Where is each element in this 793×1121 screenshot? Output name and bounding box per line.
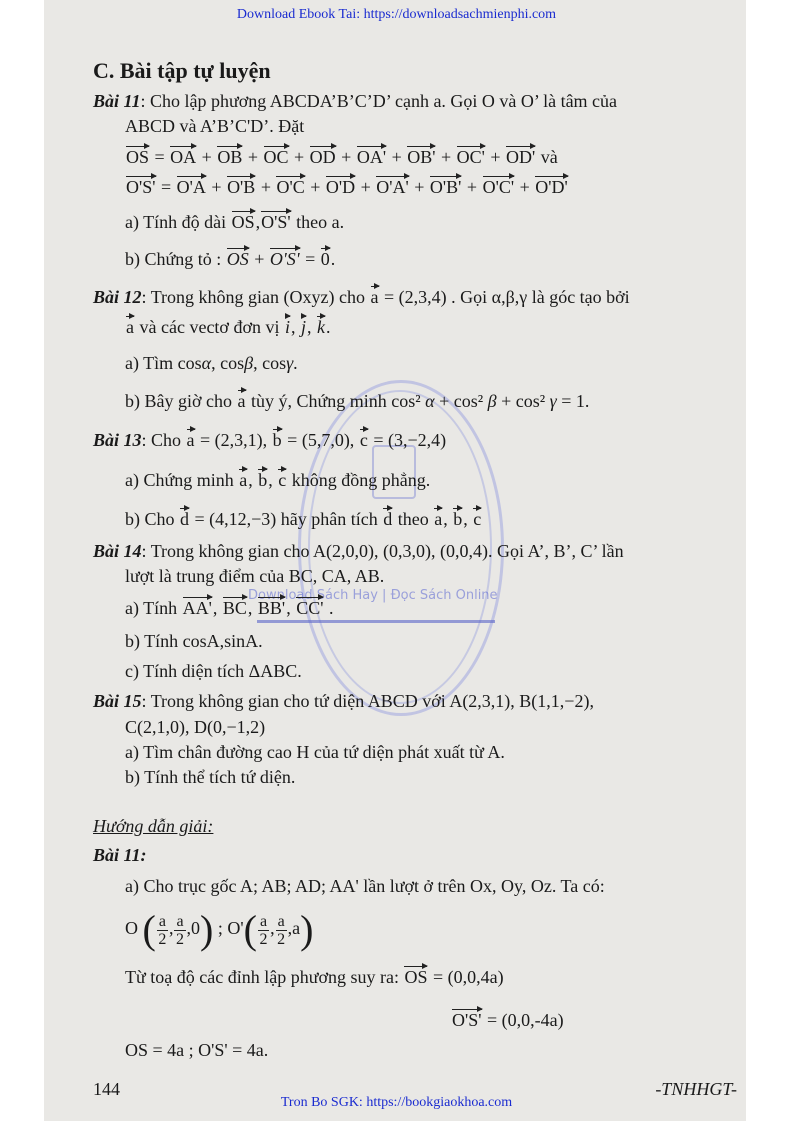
text-segment: +: [243, 147, 263, 167]
vector-term: k: [317, 317, 326, 337]
text-line: [125, 1039, 268, 1061]
fraction: [258, 913, 269, 948]
vector-term: c: [359, 430, 368, 450]
text-segment: theo: [393, 509, 434, 529]
text-segment: +: [256, 177, 276, 197]
text-segment: +: [515, 177, 535, 197]
text-segment: α: [425, 391, 435, 411]
text-segment: = (5,7,0),: [282, 430, 359, 450]
text-segment: ,0: [186, 918, 201, 939]
text-segment: (: [142, 907, 156, 952]
vector-term: OD': [506, 147, 536, 167]
text-segment: : Cho lập phương ABCDA’B’C’D’ cạnh a. Gọi O và O’ là tâm của: [140, 91, 618, 111]
text-segment: =: [150, 147, 170, 167]
text-segment: = (3,−2,4): [368, 430, 447, 450]
vector-term: a: [239, 470, 248, 490]
text-line: [125, 741, 505, 763]
section-heading: [93, 60, 271, 82]
vector-term: O'D': [535, 177, 568, 197]
text-segment: tùy ý, Chứng minh cos²: [246, 391, 426, 411]
numerator: a: [176, 912, 184, 930]
fraction: [157, 913, 168, 948]
text-segment: + cos²: [434, 391, 488, 411]
fraction: [174, 913, 185, 948]
text-segment: +: [197, 147, 217, 167]
text-segment: +: [206, 177, 227, 197]
text-line: [451, 1009, 564, 1031]
exercise-label: Bài 14: [93, 541, 142, 561]
fraction: [276, 913, 287, 948]
numerator: a: [259, 912, 268, 930]
text-segment: ; O': [213, 918, 244, 939]
header-download-link[interactable]: Download Ebook Tai: https://downloadsachmienphi.com: [236, 7, 557, 22]
text-line: [125, 660, 302, 682]
text-segment: b) Tính thể tích tứ diện.: [125, 767, 296, 787]
exercise-label: C. Bài tập tự luyện: [93, 58, 271, 83]
text-segment: +: [336, 147, 356, 167]
text-segment: và các vectơ đơn vị: [135, 317, 284, 337]
text-line: [93, 286, 630, 308]
text-segment: = (2,3,4) . Gọi α,β,γ là góc tạo bởi: [379, 287, 630, 307]
text-line: [125, 469, 430, 491]
text-segment: ,: [307, 317, 317, 337]
text-line: [125, 565, 384, 587]
text-segment: ,: [268, 470, 278, 490]
text-line: [125, 211, 344, 233]
vector-term: BB': [257, 598, 286, 618]
vector-term: b: [258, 470, 268, 490]
text-segment: C(2,1,0), D(0,−1,2): [125, 717, 266, 737]
text-segment: b) Chứng tỏ :: [125, 249, 226, 269]
vector-term: AA': [182, 598, 212, 618]
text-segment: =: [300, 249, 320, 269]
vector-term: b: [453, 509, 463, 529]
vector-term: O'S': [126, 177, 156, 197]
text-segment: +: [436, 147, 456, 167]
text-segment: , cos: [253, 353, 287, 373]
vector-term: O'D: [325, 177, 356, 197]
text-line: [125, 146, 558, 168]
text-segment: O: [125, 918, 143, 939]
text-segment: b) Cho: [125, 509, 179, 529]
vector-term: a: [237, 391, 246, 411]
text-segment: ,: [291, 317, 300, 337]
vector-term: OS: [126, 147, 150, 167]
text-segment: α: [201, 353, 212, 373]
text-segment: + cos²: [496, 391, 550, 411]
text-line: [125, 716, 265, 738]
text-segment: ,: [270, 918, 275, 939]
text-segment: β: [487, 391, 497, 411]
text-segment: ,a: [287, 918, 301, 939]
vector-term: a: [126, 317, 134, 337]
vector-term: a: [370, 287, 379, 307]
vector-term: d: [383, 509, 393, 529]
vector-term: O'C: [276, 177, 305, 197]
text-segment: +: [485, 147, 506, 167]
vector-term: BC: [222, 598, 247, 618]
text-segment: lượt là trung điểm của BC, CA, AB.: [125, 566, 385, 586]
text-segment: , cos: [211, 353, 245, 373]
text-line: [125, 390, 589, 412]
vector-term: OC: [263, 147, 289, 167]
text-segment: ,: [247, 598, 257, 618]
exercise-label: Bài 11: [93, 91, 141, 111]
text-line: [125, 630, 263, 652]
vector-term: O'A: [176, 177, 206, 197]
text-segment: +: [289, 147, 309, 167]
text-segment: +: [387, 147, 407, 167]
vector-term: O'S': [269, 249, 300, 269]
text-segment: a) Tìm chân đường cao H của tứ diện phát xuất từ A.: [125, 742, 505, 762]
text-segment: và: [536, 147, 558, 167]
text-line: [93, 690, 594, 712]
text-segment: (: [243, 907, 257, 952]
text-segment: ): [200, 907, 214, 952]
text-segment: a) Tính độ dài: [125, 212, 231, 232]
text-segment: .: [326, 317, 331, 337]
running-footer: -TNHHGT-: [655, 1079, 737, 1099]
denominator: 2: [259, 930, 268, 948]
vector-term: O'S': [261, 212, 291, 232]
text-segment: Từ toạ độ các đỉnh lập phương suy ra:: [125, 967, 404, 987]
exercise-label: Bài 15: [93, 691, 142, 711]
vector-term: i: [284, 317, 290, 337]
vector-term: OC': [456, 147, 485, 167]
text-segment: ,: [168, 918, 174, 939]
vector-term: j: [301, 317, 307, 337]
text-line: [93, 429, 446, 451]
vector-term: c: [278, 470, 287, 490]
denominator: 2: [277, 930, 286, 948]
text-line: [125, 316, 331, 338]
vector-term: OA': [356, 147, 387, 167]
text-segment: γ: [286, 353, 294, 373]
text-line: [93, 540, 624, 562]
text-segment: : Trong không gian cho tứ diện ABCD với A(2,3,1), B(1,1,−2),: [141, 691, 594, 711]
vector-term: O'B': [429, 177, 462, 197]
vector-term: 0: [320, 249, 330, 269]
vector-term: OB: [217, 147, 243, 167]
text-segment: =: [156, 177, 176, 197]
text-line: [93, 90, 617, 112]
text-segment: ,: [248, 470, 258, 490]
vector-term: O'C': [482, 177, 515, 197]
text-segment: +: [356, 177, 376, 197]
vector-term: OS: [231, 212, 255, 232]
vector-term: OA: [170, 147, 197, 167]
text-segment: a) Tính: [125, 598, 182, 618]
footer-sgk-link[interactable]: Tron Bo SGK: https://bookgiaokhoa.com: [280, 1095, 513, 1110]
text-line: [125, 176, 569, 198]
vector-term: a: [186, 430, 195, 450]
vector-term: CC': [296, 598, 324, 618]
text-segment: OS = 4a ; O'S' = 4a.: [125, 1040, 269, 1060]
text-line: [125, 875, 605, 897]
text-line: [125, 597, 333, 619]
text-segment: b) Bây giờ cho: [125, 391, 237, 411]
text-segment: ): [300, 907, 314, 952]
text-segment: = (4,12,−3) hãy phân tích: [190, 509, 383, 529]
exercise-label: Bài 13: [93, 430, 142, 450]
watermark-text: Download Sách Hay | Đọc Sách Online: [248, 588, 498, 603]
vector-term: O'S': [452, 1010, 482, 1030]
text-segment: ABCD và A’B’C'D’. Đặt: [125, 116, 305, 136]
vector-term: OD: [309, 147, 336, 167]
text-line: [93, 815, 213, 837]
vector-term: c: [473, 509, 482, 529]
text-line: [93, 844, 147, 866]
text-segment: .: [330, 249, 336, 269]
vector-term: a: [434, 509, 443, 529]
text-segment: = 1.: [556, 391, 590, 411]
text-segment: = (2,3,1),: [195, 430, 272, 450]
vector-term: O'A': [376, 177, 409, 197]
denominator: 2: [175, 930, 184, 948]
text-line: [125, 907, 314, 952]
text-segment: +: [409, 177, 429, 197]
text-segment: = (0,0,4a): [428, 967, 504, 987]
text-segment: .: [324, 598, 334, 618]
text-segment: : Trong không gian (Oxyz) cho: [141, 287, 370, 307]
text-segment: không đồng phẳng.: [287, 470, 431, 490]
watermark-underline: [257, 620, 495, 623]
exercise-label: Bài 12: [93, 287, 142, 307]
vector-term: b: [272, 430, 282, 450]
text-line: [125, 508, 482, 530]
denominator: 2: [158, 930, 167, 948]
vector-term: O'B: [227, 177, 256, 197]
text-segment: +: [249, 249, 269, 269]
text-segment: theo a.: [291, 212, 345, 232]
vector-term: d: [180, 509, 189, 529]
text-segment: +: [305, 177, 325, 197]
text-segment: b) Tính cosA,sinA.: [125, 631, 263, 651]
text-segment: : Cho: [141, 430, 186, 450]
numerator: a: [277, 912, 285, 930]
text-line: [125, 966, 504, 988]
text-line: [125, 766, 295, 788]
text-segment: ,: [212, 598, 222, 618]
exercise-label: Bài 11:: [93, 845, 147, 865]
page-number: 144: [93, 1079, 120, 1099]
text-line: [125, 352, 298, 374]
text-segment: : Trong không gian cho A(2,0,0), (0,3,0), (0,0,4). Gọi A’, B’, C’ lần: [141, 541, 624, 561]
text-line: [125, 248, 335, 270]
text-segment: γ: [549, 391, 557, 411]
text-segment: ,: [463, 509, 473, 529]
text-segment: c) Tính diện tích ΔABC.: [125, 661, 302, 681]
text-segment: a) Chứng minh: [125, 470, 239, 490]
text-segment: +: [462, 177, 482, 197]
text-line: [125, 115, 304, 137]
text-segment: ,: [443, 509, 453, 529]
text-segment: a) Tìm cos: [125, 353, 202, 373]
text-segment: Hướng dẫn giải:: [93, 816, 214, 836]
text-segment: .: [293, 353, 298, 373]
text-segment: ,: [286, 598, 296, 618]
vector-term: OS: [226, 249, 249, 269]
numerator: a: [158, 912, 166, 930]
vector-term: OS: [404, 967, 428, 987]
text-segment: ,: [255, 212, 261, 232]
text-segment: a) Cho trục gốc A; AB; AD; AA' lần lượt ở trên Ox, Oy, Oz. Ta có:: [125, 876, 605, 896]
text-segment: β: [244, 353, 254, 373]
text-segment: = (0,0,-4a): [482, 1010, 564, 1030]
vector-term: OB': [407, 147, 436, 167]
